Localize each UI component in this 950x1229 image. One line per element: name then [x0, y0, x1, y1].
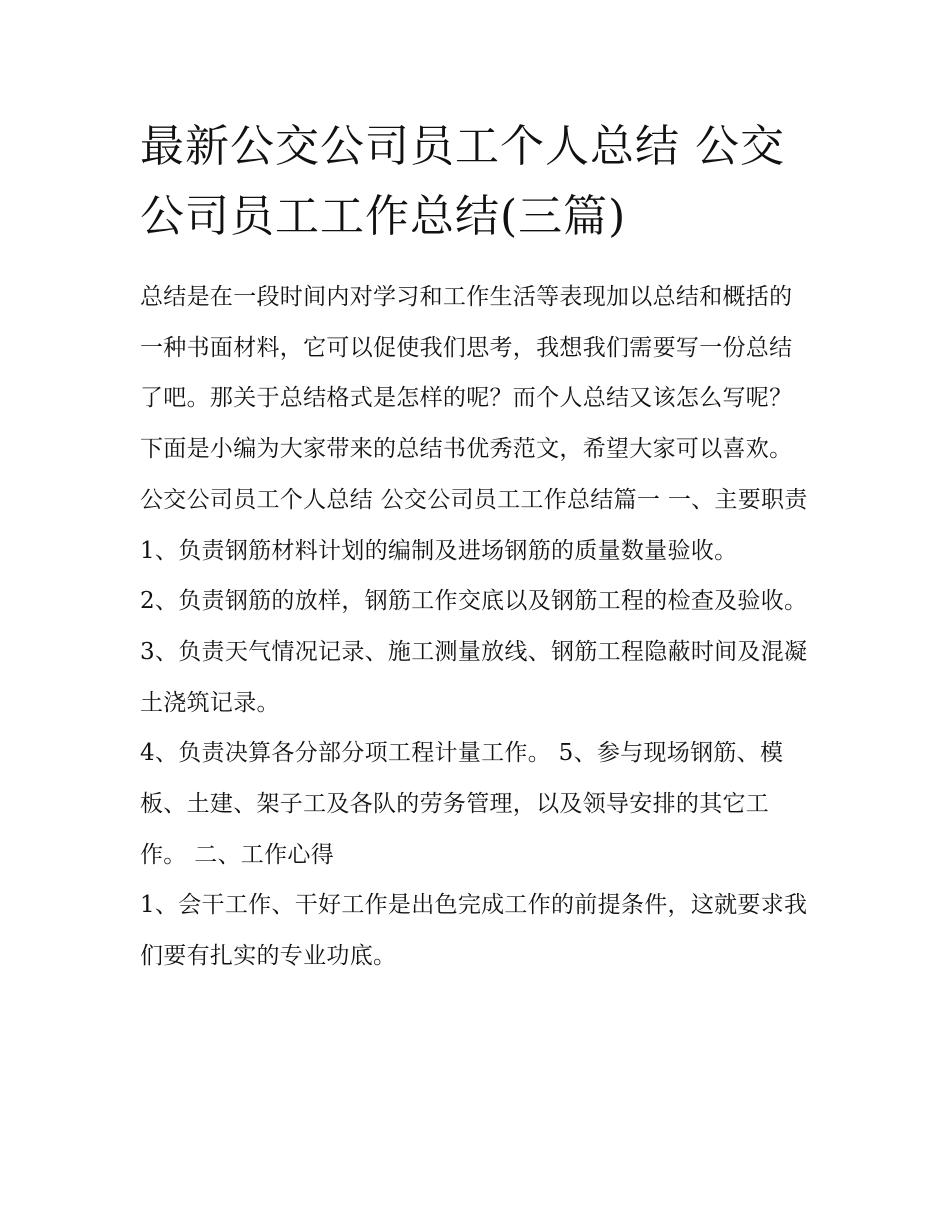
experience-paragraph-1: 1、会干工作、干好工作是出色完成工作的前提条件，这就要求我们要有扎实的专业功底。 [140, 892, 808, 970]
duties-paragraph-2-3: 2、负责钢筋的放样，钢筋工作交底以及钢筋工程的检查及验收。 3、负责天气情况记录、施工测量放线、钢筋工程隐蔽时间及混凝土浇筑记录。 [140, 588, 808, 716]
intro-paragraph: 总结是在一段时间内对学习和工作生活等表现加以总结和概括的一种书面材料，它可以促使我们思考，我想我们需要写一份总结了吧。那关于总结格式是怎样的呢？而个人总结又该怎么写呢？下面是小编为大家带来的总结书优秀范文，希望大家可以喜欢。 [140, 284, 793, 463]
duties-paragraph-4-5: 4、负责决算各分部分项工程计量工作。 5、参与现场钢筋、模板、土建、架子工及各队的劳务管理，以及领导安排的其它工作。 二、工作心得 [140, 740, 784, 868]
document-title: 最新公交公司员工个人总结 公交公司员工工作总结(三篇) [140, 121, 785, 242]
section-one-paragraph: 公交公司员工个人总结 公交公司员工工作总结篇一 一、主要职责 1、负责钢筋材料计划的编制及进场钢筋的质量数量验收。 [140, 486, 808, 564]
document-page [140, 112, 812, 982]
